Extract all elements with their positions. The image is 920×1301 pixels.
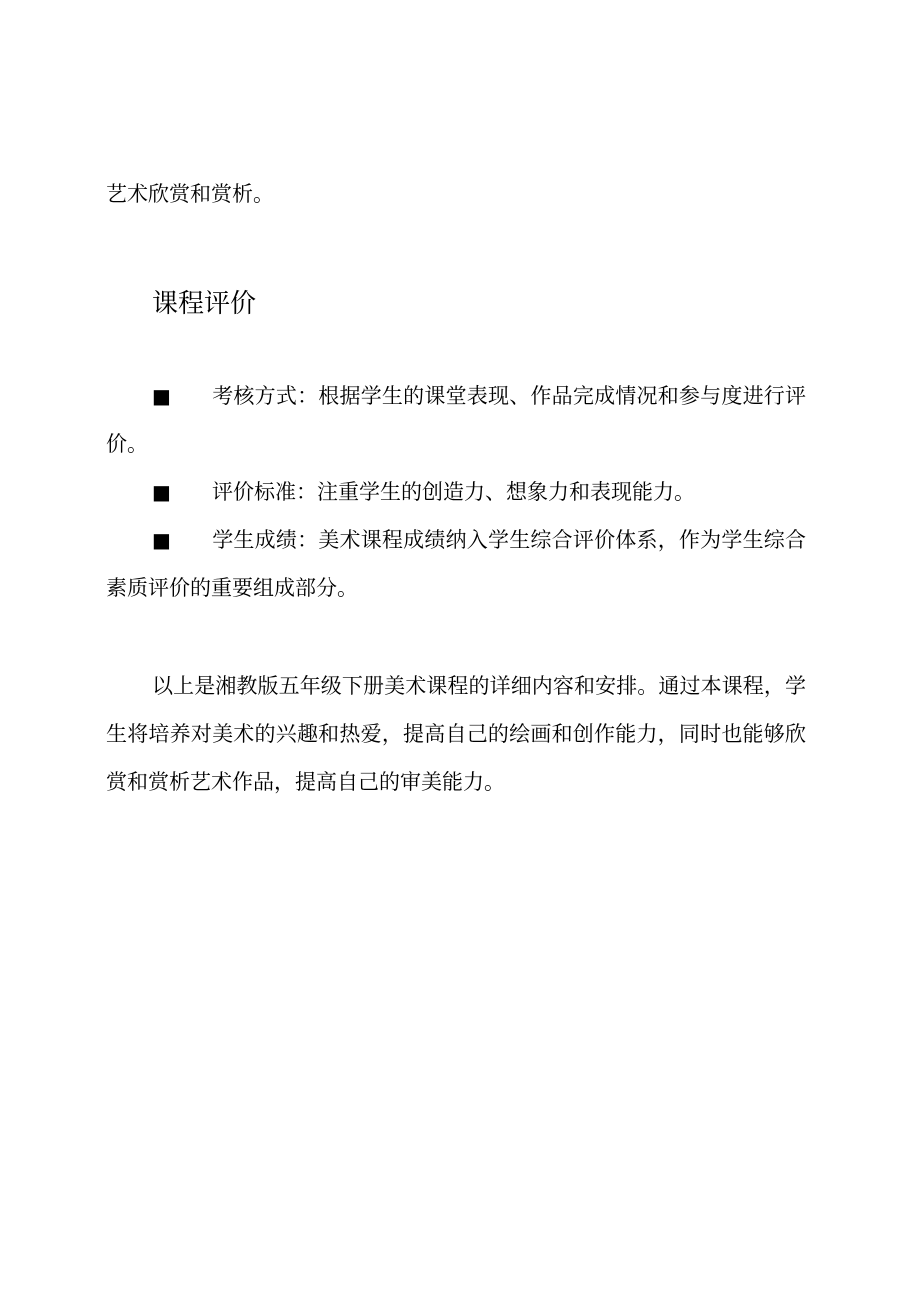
square-bullet-icon: ■ <box>152 384 171 408</box>
square-bullet-icon: ■ <box>152 528 171 552</box>
conclusion-paragraph: 以上是湘教版五年级下册美术课程的详细内容和安排。通过本课程，学生将培养对美术的兴趣和热爱，提高自己的绘画和创作能力，同时也能够欣赏和赏析艺术作品，提高自己的审美能力。 <box>106 674 806 794</box>
continuation-paragraph: 艺术欣赏和赏析。 <box>106 182 274 206</box>
evaluation-item-text: 评价标准：注重学生的创造力、想象力和表现能力。 <box>212 480 695 504</box>
evaluation-item-text: 学生成绩：美术课程成绩纳入学生综合评价体系，作为学生综合素质评价的重要组成部分。 <box>106 528 806 600</box>
evaluation-item-criteria <box>106 468 806 516</box>
evaluation-item-grades <box>106 516 806 612</box>
section-heading: 课程评价 <box>152 289 257 319</box>
evaluation-item-text: 考核方式：根据学生的课堂表现、作品完成情况和参与度进行评价。 <box>106 384 806 456</box>
evaluation-item-assessment <box>106 372 806 468</box>
square-bullet-icon: ■ <box>152 480 171 504</box>
